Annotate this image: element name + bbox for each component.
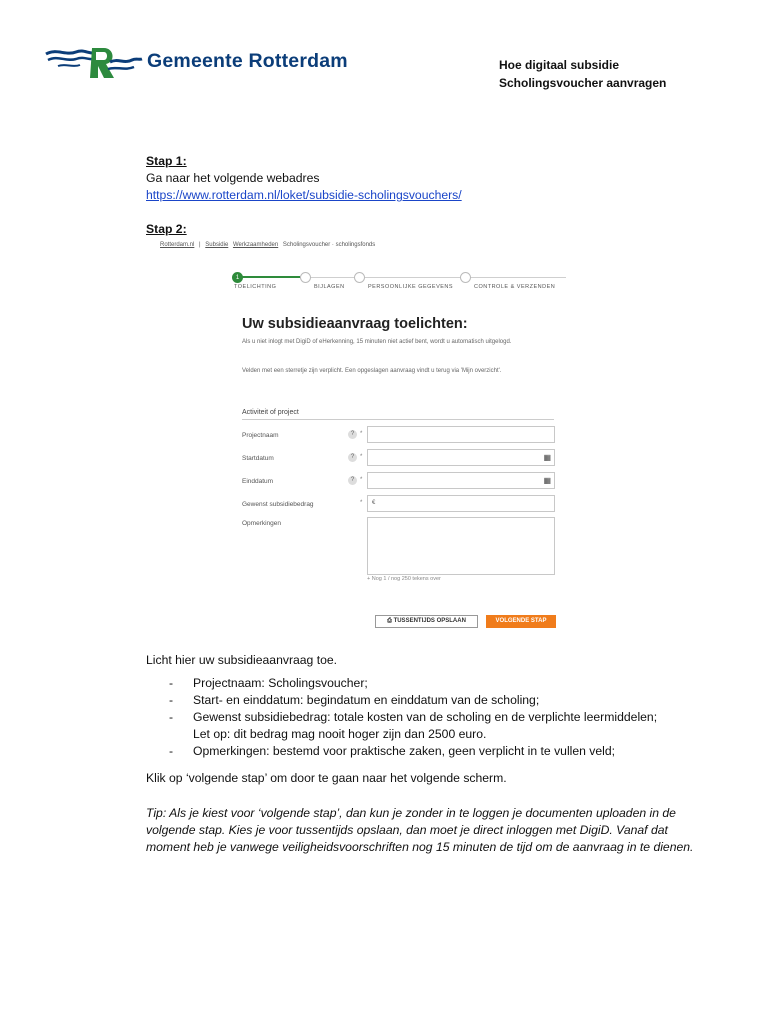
form-intro: Als u niet inlogt met DigiD of eHerkenning, 15 minuten niet actief bent, wordt u automatisch uitgelogd. — [242, 339, 512, 345]
list-dash: - — [169, 710, 174, 724]
next-step-button[interactable]: VOLGENDE STAP — [486, 615, 556, 628]
einddatum-input[interactable] — [367, 472, 555, 489]
save-draft-label: TUSSENTIJDS OPSLAAN — [393, 618, 466, 624]
breadcrumb-item[interactable]: Werkzaamheden — [232, 242, 279, 248]
progress-step-label: CONTROLE & VERZENDEN — [474, 284, 556, 290]
save-icon: ⎙ — [387, 618, 392, 624]
step-2 — [146, 221, 187, 238]
document-title — [499, 56, 666, 92]
field-label-einddatum: Einddatum — [242, 478, 274, 485]
help-icon[interactable]: ? — [348, 476, 357, 485]
rotterdam-logo-icon — [44, 42, 144, 84]
required-mark: * — [360, 431, 363, 437]
field-label-opmerkingen: Opmerkingen — [242, 520, 282, 527]
step-1 — [146, 153, 462, 204]
progress-step-label: PERSOONLIJKE GEGEVENS — [368, 284, 454, 290]
list-dash: - — [169, 744, 174, 758]
calendar-icon[interactable]: ▦ — [543, 453, 551, 462]
field-label-subsidiebedrag: Gewenst subsidiebedrag — [242, 501, 314, 508]
help-icon[interactable]: ? — [348, 453, 357, 462]
document-title-line-1: Hoe digitaal subsidie — [499, 58, 620, 72]
instructions-list — [146, 675, 657, 760]
help-icon[interactable]: ? — [348, 430, 357, 439]
tip-paragraph: Tip: Als je kiest voor ‘volgende stap’, dan kun je zonder in te loggen je documenten uploaden in de volgende stap. Kies je voor tussentijds opslaan, dan moet je direct inloggen met DigiD. Vanaf dat moment heb je vanwege veiligheidsvoorschriften nog 15 minuten de tijd om de aanvraag in te dienen. — [146, 806, 694, 854]
list-item-text: Start- en einddatum: begindatum en einddatum van de scholing; — [193, 693, 540, 707]
save-draft-button[interactable] — [375, 615, 478, 628]
list-item-text: Gewenst subsidiebedrag: totale kosten van de scholing en de verplichte leermiddelen; — [193, 710, 658, 724]
breadcrumb-item[interactable]: Rotterdam.nl — [160, 242, 195, 248]
opmerkingen-textarea[interactable] — [367, 517, 555, 575]
progress-step-4-marker — [460, 272, 471, 283]
startdatum-input[interactable] — [367, 449, 555, 466]
form-intro-2: Velden met een sterretje zijn verplicht. Een opgeslagen aanvraag vindt u terug via 'Mijn overzicht'. — [242, 368, 502, 374]
list-item-text: Let op: dit bedrag mag nooit hoger zijn dan 2500 euro. — [193, 727, 487, 741]
step-2-label: Stap 2: — [146, 222, 187, 236]
required-mark: * — [360, 454, 363, 460]
step-1-label: Stap 1: — [146, 154, 187, 168]
list-item — [146, 692, 657, 709]
form-screenshot — [146, 238, 576, 634]
projectnaam-input[interactable] — [367, 426, 555, 443]
subsidiebedrag-input[interactable]: € — [367, 495, 555, 512]
required-mark: * — [360, 500, 363, 506]
logo-text: Gemeente Rotterdam — [147, 50, 348, 72]
textarea-char-hint: + Nog 1 / nog 250 tekens over — [367, 576, 441, 582]
progress-line — [300, 277, 566, 278]
progress-step-2-marker — [300, 272, 311, 283]
calendar-icon[interactable]: ▦ — [543, 476, 551, 485]
list-item-continuation — [146, 726, 657, 743]
progress-steps — [232, 272, 566, 292]
form-title: Uw subsidieaanvraag toelichten: — [242, 316, 468, 332]
section-title: Activiteit of project — [242, 409, 554, 420]
breadcrumb-current: Scholingsvoucher · scholingsfonds — [282, 242, 376, 248]
field-label-startdatum: Startdatum — [242, 455, 274, 462]
progress-line-done — [238, 276, 300, 278]
list-item — [146, 709, 657, 726]
document-title-line-2: Scholingsvoucher aanvragen — [499, 76, 667, 90]
progress-step-label: BIJLAGEN — [314, 284, 345, 290]
list-item-text: Opmerkingen: bestemd voor praktische zaken, geen verplicht in te vullen veld; — [193, 744, 616, 758]
step-1-text: Ga naar het volgende webadres — [146, 171, 320, 185]
gemeente-rotterdam-logo — [44, 42, 374, 84]
breadcrumb — [160, 242, 378, 248]
progress-step-3-marker — [354, 272, 365, 283]
click-next-instruction: Klik op ‘volgende stap’ om door te gaan naar het volgende scherm. — [146, 771, 507, 785]
list-item — [146, 743, 657, 760]
field-label-projectnaam: Projectnaam — [242, 432, 279, 439]
list-item-text: Projectnaam: Scholingsvoucher; — [193, 676, 368, 690]
list-dash: - — [169, 676, 174, 690]
list-item — [146, 675, 657, 692]
progress-step-1-marker: 1 — [232, 272, 243, 283]
scholingsvoucher-link[interactable]: https://www.rotterdam.nl/loket/subsidie-scholingsvouchers/ — [146, 188, 462, 202]
instructions-intro: Licht hier uw subsidieaanvraag toe. — [146, 653, 338, 667]
breadcrumb-separator: | — [199, 242, 201, 248]
required-mark: * — [360, 477, 363, 483]
list-dash: - — [169, 693, 174, 707]
breadcrumb-item[interactable]: Subsidie — [205, 242, 229, 248]
progress-step-label: TOELICHTING — [234, 284, 277, 290]
